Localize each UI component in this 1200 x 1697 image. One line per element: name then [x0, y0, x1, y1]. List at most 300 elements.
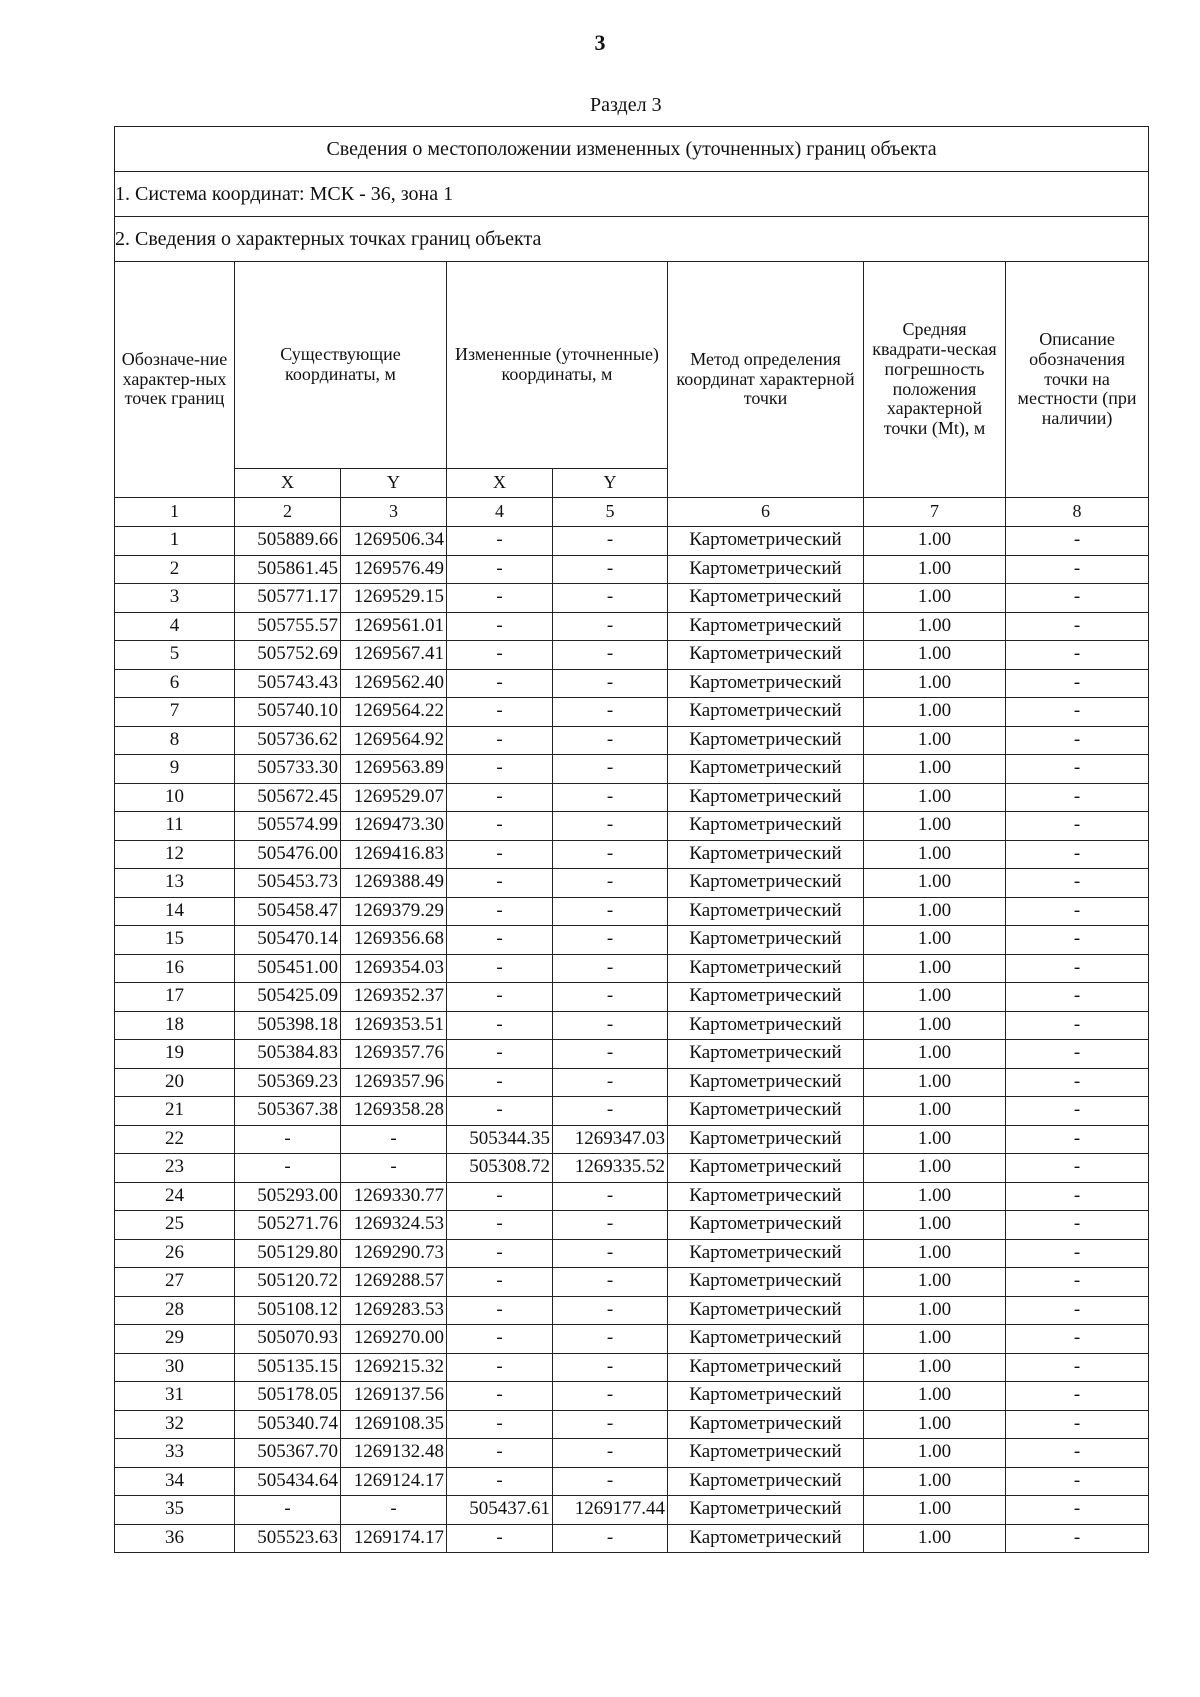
error: 1.00: [864, 755, 1006, 784]
existing-y: 1269174.17: [341, 1524, 447, 1553]
existing-y: 1269290.73: [341, 1239, 447, 1268]
changed-y: -: [553, 612, 668, 641]
changed-x: -: [447, 1040, 553, 1069]
changed-x: 505437.61: [447, 1496, 553, 1525]
table-row: [115, 1239, 1149, 1268]
changed-x: -: [447, 698, 553, 727]
method: Картометрический: [668, 612, 864, 641]
point-number: 11: [115, 812, 235, 841]
changed-y: -: [553, 755, 668, 784]
method: Картометрический: [668, 983, 864, 1012]
existing-y: 1269529.15: [341, 584, 447, 613]
existing-y: 1269473.30: [341, 812, 447, 841]
method: Картометрический: [668, 527, 864, 556]
description: -: [1006, 1524, 1149, 1553]
existing-y: 1269529.07: [341, 783, 447, 812]
point-number: 26: [115, 1239, 235, 1268]
error: 1.00: [864, 1239, 1006, 1268]
changed-y: 1269335.52: [553, 1154, 668, 1183]
column-number: 1: [115, 498, 235, 527]
changed-y: -: [553, 1011, 668, 1040]
header-method: Метод определения координат характерной точки: [668, 262, 864, 498]
changed-x: -: [447, 1325, 553, 1354]
changed-x: -: [447, 1524, 553, 1553]
error: 1.00: [864, 1040, 1006, 1069]
error: 1.00: [864, 1125, 1006, 1154]
existing-x: 505523.63: [235, 1524, 341, 1553]
existing-x: 505425.09: [235, 983, 341, 1012]
point-number: 16: [115, 954, 235, 983]
points-caption: 2. Сведения о характерных точках границ объекта: [115, 217, 1149, 262]
changed-x: 505308.72: [447, 1154, 553, 1183]
description: -: [1006, 612, 1149, 641]
method: Картометрический: [668, 1182, 864, 1211]
existing-x: 505384.83: [235, 1040, 341, 1069]
changed-y: -: [553, 1382, 668, 1411]
existing-x: 505736.62: [235, 726, 341, 755]
point-number: 21: [115, 1097, 235, 1126]
changed-x: -: [447, 1353, 553, 1382]
table-row: [115, 669, 1149, 698]
existing-y: 1269354.03: [341, 954, 447, 983]
column-number: 8: [1006, 498, 1149, 527]
changed-x: -: [447, 641, 553, 670]
existing-x: 505470.14: [235, 926, 341, 955]
column-number: 5: [553, 498, 668, 527]
table-row: [115, 783, 1149, 812]
error: 1.00: [864, 869, 1006, 898]
description: -: [1006, 897, 1149, 926]
description: -: [1006, 1125, 1149, 1154]
changed-x: 505344.35: [447, 1125, 553, 1154]
error: 1.00: [864, 527, 1006, 556]
changed-y: -: [553, 1353, 668, 1382]
point-number: 36: [115, 1524, 235, 1553]
existing-y: 1269564.22: [341, 698, 447, 727]
table-row: [115, 755, 1149, 784]
description: -: [1006, 555, 1149, 584]
point-number: 30: [115, 1353, 235, 1382]
changed-y: -: [553, 1268, 668, 1297]
existing-y: 1269356.68: [341, 926, 447, 955]
existing-x: 505129.80: [235, 1239, 341, 1268]
method: Картометрический: [668, 1524, 864, 1553]
changed-y: -: [553, 1068, 668, 1097]
existing-x: 505861.45: [235, 555, 341, 584]
point-number: 10: [115, 783, 235, 812]
changed-x: -: [447, 1211, 553, 1240]
error: 1.00: [864, 1524, 1006, 1553]
existing-y: 1269506.34: [341, 527, 447, 556]
error: 1.00: [864, 783, 1006, 812]
changed-y: -: [553, 698, 668, 727]
existing-y: 1269561.01: [341, 612, 447, 641]
table-row: [115, 954, 1149, 983]
table-row: [115, 641, 1149, 670]
changed-y: -: [553, 983, 668, 1012]
method: Картометрический: [668, 783, 864, 812]
changed-y: 1269347.03: [553, 1125, 668, 1154]
changed-y: -: [553, 1524, 668, 1553]
table-row: [115, 869, 1149, 898]
description: -: [1006, 584, 1149, 613]
description: -: [1006, 812, 1149, 841]
method: Картометрический: [668, 1325, 864, 1354]
changed-x: -: [447, 983, 553, 1012]
table-row: [115, 926, 1149, 955]
method: Картометрический: [668, 1154, 864, 1183]
table-row: [115, 1182, 1149, 1211]
changed-x: -: [447, 726, 553, 755]
changed-x: -: [447, 1097, 553, 1126]
existing-x: -: [235, 1154, 341, 1183]
changed-y: -: [553, 840, 668, 869]
error: 1.00: [864, 897, 1006, 926]
changed-x: -: [447, 1467, 553, 1496]
point-number: 29: [115, 1325, 235, 1354]
table-row: [115, 1296, 1149, 1325]
table-row: [115, 1439, 1149, 1468]
description: -: [1006, 1068, 1149, 1097]
table-row: [115, 1467, 1149, 1496]
header-changed-coordinates: Измененные (уточненные) координаты, м: [447, 262, 668, 469]
point-number: 19: [115, 1040, 235, 1069]
description: -: [1006, 1268, 1149, 1297]
existing-y: 1269562.40: [341, 669, 447, 698]
description: -: [1006, 1353, 1149, 1382]
changed-y: -: [553, 1467, 668, 1496]
existing-x: 505771.17: [235, 584, 341, 613]
existing-y: 1269358.28: [341, 1097, 447, 1126]
table-row: [115, 698, 1149, 727]
changed-y: -: [553, 641, 668, 670]
point-number: 18: [115, 1011, 235, 1040]
column-number: 2: [235, 498, 341, 527]
page-number: 3: [594, 30, 606, 55]
existing-y: 1269124.17: [341, 1467, 447, 1496]
point-number: 32: [115, 1410, 235, 1439]
existing-x: 505743.43: [235, 669, 341, 698]
point-number: 25: [115, 1211, 235, 1240]
changed-x: -: [447, 1439, 553, 1468]
point-number: 3: [115, 584, 235, 613]
error: 1.00: [864, 983, 1006, 1012]
error: 1.00: [864, 1097, 1006, 1126]
existing-y: 1269357.96: [341, 1068, 447, 1097]
changed-y: -: [553, 812, 668, 841]
method: Картометрический: [668, 840, 864, 869]
changed-x: -: [447, 1239, 553, 1268]
description: -: [1006, 1182, 1149, 1211]
existing-y: 1269416.83: [341, 840, 447, 869]
existing-y: 1269330.77: [341, 1182, 447, 1211]
existing-y: 1269379.29: [341, 897, 447, 926]
table-row: [115, 1125, 1149, 1154]
error: 1.00: [864, 1011, 1006, 1040]
existing-x: 505755.57: [235, 612, 341, 641]
existing-y: 1269288.57: [341, 1268, 447, 1297]
changed-x: -: [447, 783, 553, 812]
existing-y: 1269283.53: [341, 1296, 447, 1325]
existing-x: 505369.23: [235, 1068, 341, 1097]
existing-x: 505733.30: [235, 755, 341, 784]
error: 1.00: [864, 1154, 1006, 1183]
boundary-points-table: [114, 126, 1149, 1553]
table-row: [115, 812, 1149, 841]
point-number: 12: [115, 840, 235, 869]
point-number: 1: [115, 527, 235, 556]
description: -: [1006, 1496, 1149, 1525]
changed-x: -: [447, 812, 553, 841]
changed-y: -: [553, 527, 668, 556]
changed-y: -: [553, 897, 668, 926]
column-number: 7: [864, 498, 1006, 527]
error: 1.00: [864, 1496, 1006, 1525]
header-designation: Обозначе-ние характер-ных точек границ: [115, 262, 235, 498]
description: -: [1006, 1154, 1149, 1183]
existing-y: 1269324.53: [341, 1211, 447, 1240]
method: Картометрический: [668, 1068, 864, 1097]
point-number: 28: [115, 1296, 235, 1325]
method: Картометрический: [668, 1382, 864, 1411]
method: Картометрический: [668, 641, 864, 670]
existing-y: 1269357.76: [341, 1040, 447, 1069]
header-error: Средняя квадрати-ческая погрешность положения характерной точки (Mt), м: [864, 262, 1006, 498]
table-row: [115, 1353, 1149, 1382]
error: 1.00: [864, 726, 1006, 755]
point-number: 7: [115, 698, 235, 727]
point-number: 27: [115, 1268, 235, 1297]
existing-x: 505271.76: [235, 1211, 341, 1240]
existing-x: 505740.10: [235, 698, 341, 727]
existing-y: 1269270.00: [341, 1325, 447, 1354]
table-row: [115, 1496, 1149, 1525]
table-row: [115, 726, 1149, 755]
table-row: [115, 1382, 1149, 1411]
point-number: 24: [115, 1182, 235, 1211]
changed-x: -: [447, 669, 553, 698]
changed-y: -: [553, 1325, 668, 1354]
existing-x: 505574.99: [235, 812, 341, 841]
table-row: [115, 897, 1149, 926]
error: 1.00: [864, 954, 1006, 983]
method: Картометрический: [668, 555, 864, 584]
point-number: 5: [115, 641, 235, 670]
existing-y: 1269108.35: [341, 1410, 447, 1439]
point-number: 17: [115, 983, 235, 1012]
header-changed-y: Y: [553, 469, 668, 498]
description: -: [1006, 1382, 1149, 1411]
changed-y: -: [553, 669, 668, 698]
error: 1.00: [864, 1068, 1006, 1097]
point-number: 15: [115, 926, 235, 955]
description: -: [1006, 1211, 1149, 1240]
description: -: [1006, 1011, 1149, 1040]
method: Картометрический: [668, 869, 864, 898]
error: 1.00: [864, 1467, 1006, 1496]
changed-y: -: [553, 954, 668, 983]
description: -: [1006, 641, 1149, 670]
table-row: [115, 1524, 1149, 1553]
error: 1.00: [864, 584, 1006, 613]
existing-y: 1269137.56: [341, 1382, 447, 1411]
existing-x: -: [235, 1496, 341, 1525]
description: -: [1006, 726, 1149, 755]
point-number: 22: [115, 1125, 235, 1154]
method: Картометрический: [668, 1211, 864, 1240]
column-number: 4: [447, 498, 553, 527]
changed-x: -: [447, 1068, 553, 1097]
existing-y: 1269353.51: [341, 1011, 447, 1040]
existing-x: 505451.00: [235, 954, 341, 983]
method: Картометрический: [668, 897, 864, 926]
method: Картометрический: [668, 1467, 864, 1496]
description: -: [1006, 1439, 1149, 1468]
table-row: [115, 1011, 1149, 1040]
error: 1.00: [864, 1382, 1006, 1411]
point-number: 20: [115, 1068, 235, 1097]
changed-y: -: [553, 1410, 668, 1439]
changed-x: -: [447, 755, 553, 784]
table-row: [115, 555, 1149, 584]
changed-x: -: [447, 1182, 553, 1211]
method: Картометрический: [668, 1439, 864, 1468]
table-row: [115, 840, 1149, 869]
existing-y: 1269576.49: [341, 555, 447, 584]
error: 1.00: [864, 555, 1006, 584]
point-number: 6: [115, 669, 235, 698]
changed-y: -: [553, 1296, 668, 1325]
changed-y: -: [553, 783, 668, 812]
changed-x: -: [447, 954, 553, 983]
error: 1.00: [864, 1410, 1006, 1439]
table-row: [115, 584, 1149, 613]
point-number: 31: [115, 1382, 235, 1411]
existing-y: 1269132.48: [341, 1439, 447, 1468]
description: -: [1006, 755, 1149, 784]
changed-y: -: [553, 869, 668, 898]
existing-x: 505453.73: [235, 869, 341, 898]
point-number: 23: [115, 1154, 235, 1183]
description: -: [1006, 1410, 1149, 1439]
point-number: 4: [115, 612, 235, 641]
point-number: 8: [115, 726, 235, 755]
changed-x: -: [447, 612, 553, 641]
table-row: [115, 1211, 1149, 1240]
error: 1.00: [864, 812, 1006, 841]
existing-x: 505108.12: [235, 1296, 341, 1325]
table-row: [115, 1068, 1149, 1097]
method: Картометрический: [668, 698, 864, 727]
column-number: 6: [668, 498, 864, 527]
method: Картометрический: [668, 954, 864, 983]
existing-x: 505367.38: [235, 1097, 341, 1126]
existing-y: -: [341, 1496, 447, 1525]
point-number: 34: [115, 1467, 235, 1496]
existing-y: -: [341, 1154, 447, 1183]
changed-x: -: [447, 1011, 553, 1040]
method: Картометрический: [668, 726, 864, 755]
existing-x: 505367.70: [235, 1439, 341, 1468]
description: -: [1006, 954, 1149, 983]
changed-x: -: [447, 584, 553, 613]
method: Картометрический: [668, 1040, 864, 1069]
method: Картометрический: [668, 1496, 864, 1525]
section-title: Раздел 3: [590, 94, 662, 116]
description: -: [1006, 669, 1149, 698]
description: -: [1006, 698, 1149, 727]
existing-x: 505340.74: [235, 1410, 341, 1439]
changed-x: -: [447, 1268, 553, 1297]
changed-x: -: [447, 1296, 553, 1325]
header-existing-y: Y: [341, 469, 447, 498]
changed-y: -: [553, 1211, 668, 1240]
method: Картометрический: [668, 1268, 864, 1297]
description: -: [1006, 527, 1149, 556]
existing-x: 505458.47: [235, 897, 341, 926]
method: Картометрический: [668, 1125, 864, 1154]
table-row: [115, 527, 1149, 556]
method: Картометрический: [668, 1239, 864, 1268]
description: -: [1006, 783, 1149, 812]
error: 1.00: [864, 926, 1006, 955]
table-row: [115, 1154, 1149, 1183]
header-existing-coordinates: Существующие координаты, м: [235, 262, 447, 469]
description: -: [1006, 1239, 1149, 1268]
existing-y: 1269352.37: [341, 983, 447, 1012]
existing-x: 505476.00: [235, 840, 341, 869]
error: 1.00: [864, 1325, 1006, 1354]
method: Картометрический: [668, 926, 864, 955]
error: 1.00: [864, 1268, 1006, 1297]
error: 1.00: [864, 669, 1006, 698]
changed-y: -: [553, 1182, 668, 1211]
error: 1.00: [864, 1211, 1006, 1240]
existing-y: 1269563.89: [341, 755, 447, 784]
column-numbers-row: [115, 498, 1149, 527]
description: -: [1006, 1325, 1149, 1354]
error: 1.00: [864, 1439, 1006, 1468]
point-number: 2: [115, 555, 235, 584]
existing-x: 505293.00: [235, 1182, 341, 1211]
error: 1.00: [864, 1182, 1006, 1211]
existing-x: 505752.69: [235, 641, 341, 670]
changed-x: -: [447, 555, 553, 584]
description: -: [1006, 1296, 1149, 1325]
error: 1.00: [864, 612, 1006, 641]
existing-x: 505434.64: [235, 1467, 341, 1496]
changed-y: -: [553, 1097, 668, 1126]
error: 1.00: [864, 698, 1006, 727]
method: Картометрический: [668, 755, 864, 784]
method: Картометрический: [668, 1296, 864, 1325]
method: Картометрический: [668, 669, 864, 698]
point-number: 35: [115, 1496, 235, 1525]
method: Картометрический: [668, 1097, 864, 1126]
existing-x: 505070.93: [235, 1325, 341, 1354]
table-row: [115, 983, 1149, 1012]
changed-y: 1269177.44: [553, 1496, 668, 1525]
point-number: 14: [115, 897, 235, 926]
description: -: [1006, 1040, 1149, 1069]
coordinate-system: 1. Система координат: МСК - 36, зона 1: [115, 172, 1149, 217]
changed-y: -: [553, 1040, 668, 1069]
existing-y: -: [341, 1125, 447, 1154]
header-existing-x: X: [235, 469, 341, 498]
existing-x: -: [235, 1125, 341, 1154]
description: -: [1006, 840, 1149, 869]
existing-y: 1269388.49: [341, 869, 447, 898]
